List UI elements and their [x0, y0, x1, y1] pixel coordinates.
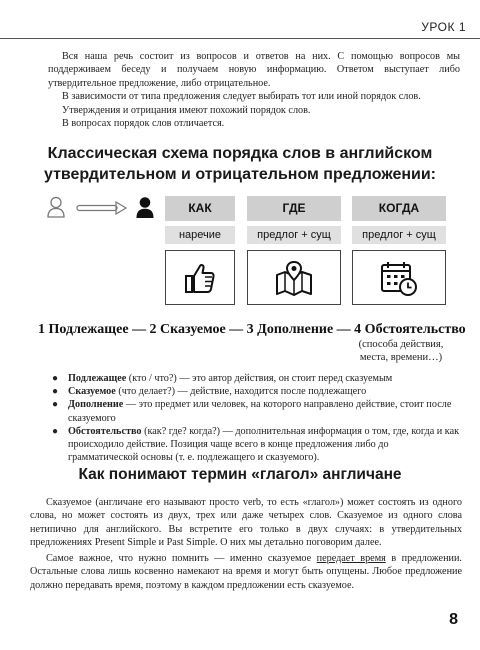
thumbs-up-icon [183, 261, 217, 295]
page-number: 8 [449, 611, 458, 628]
intro-paragraph: Утверждения и отрицания имеют похожий порядок слов. [62, 104, 311, 116]
manner-icon-box [165, 250, 235, 305]
lesson-label: УРОК 1 [421, 20, 466, 34]
list-item [50, 398, 460, 424]
term: Дополнение [68, 399, 124, 411]
bullet-icon: ● [52, 386, 59, 398]
text-run: Самое важное, что нужно помнить — именно сказуемое [46, 553, 317, 565]
definition: (как? где? когда?) — дополнительная информация о том, где, когда и как происходило действие. Позиция чаще всего в конце предложения либо до грамматической основы (т. е. подлежащего и сказуемого). [68, 425, 460, 464]
place-icon-box [247, 250, 341, 305]
formula-note [346, 338, 456, 364]
scheme-title-line: Классическая схема порядка слов в английском [47, 145, 433, 162]
arrow-right-icon [76, 201, 128, 215]
intro-text [48, 50, 460, 130]
list-item [50, 425, 460, 465]
text-run: в предложении. Остальные слова лишь косвенно намекают на время и могут быть опущены. Любое предложение должно передавать время, поэтому в каждом предложении есть сказуемое. [30, 553, 462, 591]
bullet-icon: ● [52, 373, 59, 384]
term: Подлежащее [68, 373, 127, 384]
formula-note-line: (способа действия, [358, 339, 444, 350]
question-when: КОГДА [352, 196, 446, 221]
term: Обстоятельство [68, 425, 142, 437]
question-how: КАК [165, 196, 235, 221]
scheme-title [0, 143, 480, 185]
section-title: Как понимают термин «глагол» англичане [78, 466, 402, 483]
person-solid-icon [135, 196, 155, 218]
definition-list [50, 372, 460, 464]
list-item [50, 385, 460, 398]
time-icon-box [352, 250, 446, 305]
term: Сказуемое [68, 386, 116, 398]
header-rule [0, 38, 480, 39]
bullet-icon: ● [52, 399, 59, 411]
list-item [50, 372, 460, 385]
intro-paragraph: Вся наша речь состоит из вопросов и ответов на них. С помощью вопросов мы поддерживаем беседу и получаем новую информацию. Ответом выступает либо утвердительное предложение, либо отрицательное. [48, 51, 460, 89]
definition: — это предмет или человек, на которого направлено действие, стоит после сказуемого [68, 399, 452, 424]
underlined-text: передает время [316, 553, 386, 565]
scheme-title-line: утвердительном и отрицательном предложении: [43, 166, 437, 183]
intro-paragraph: В вопросах порядок слов отличается. [62, 118, 225, 130]
subtitle-preposition-noun: предлог + сущ [352, 226, 446, 244]
question-where: ГДЕ [247, 196, 341, 221]
section-body [30, 496, 462, 592]
body-paragraph: Сказуемое (англичане его называют просто verb, то есть «глагол») может состоять из одного слова, но может состоять из двух, трех или даже четырех слов. Сказуемое из одного слова нетипично для английского. Вы встретите его только в двух случаях: в утвердительных предложениях Present Simple и Past Simple. О них мы детально поговорим далее. [30, 497, 462, 548]
word-order-formula: 1 Подлежащее — 2 Сказуемое — 3 Дополнение — 4 Обстоятельство [38, 322, 466, 337]
intro-paragraph: В зависимости от типа предложения следует выбирать тот или иной порядок слов. [62, 91, 421, 103]
map-location-icon [274, 259, 314, 297]
body-paragraph [30, 552, 462, 592]
person-outline-icon [46, 196, 66, 218]
formula-note-line: места, времени…) [359, 352, 443, 363]
subject-verb-icons [40, 195, 160, 221]
subtitle-adverb: наречие [165, 226, 235, 244]
subtitle-preposition-noun: предлог + сущ [247, 226, 341, 244]
bullet-icon: ● [52, 425, 59, 437]
definition: (что делает?) — действие, находится после подлежащего [115, 386, 367, 398]
page-header [0, 0, 480, 40]
calendar-clock-icon [379, 259, 419, 297]
definition: (кто / что?) — это автор действия, он стоит перед сказуемым [126, 373, 393, 384]
